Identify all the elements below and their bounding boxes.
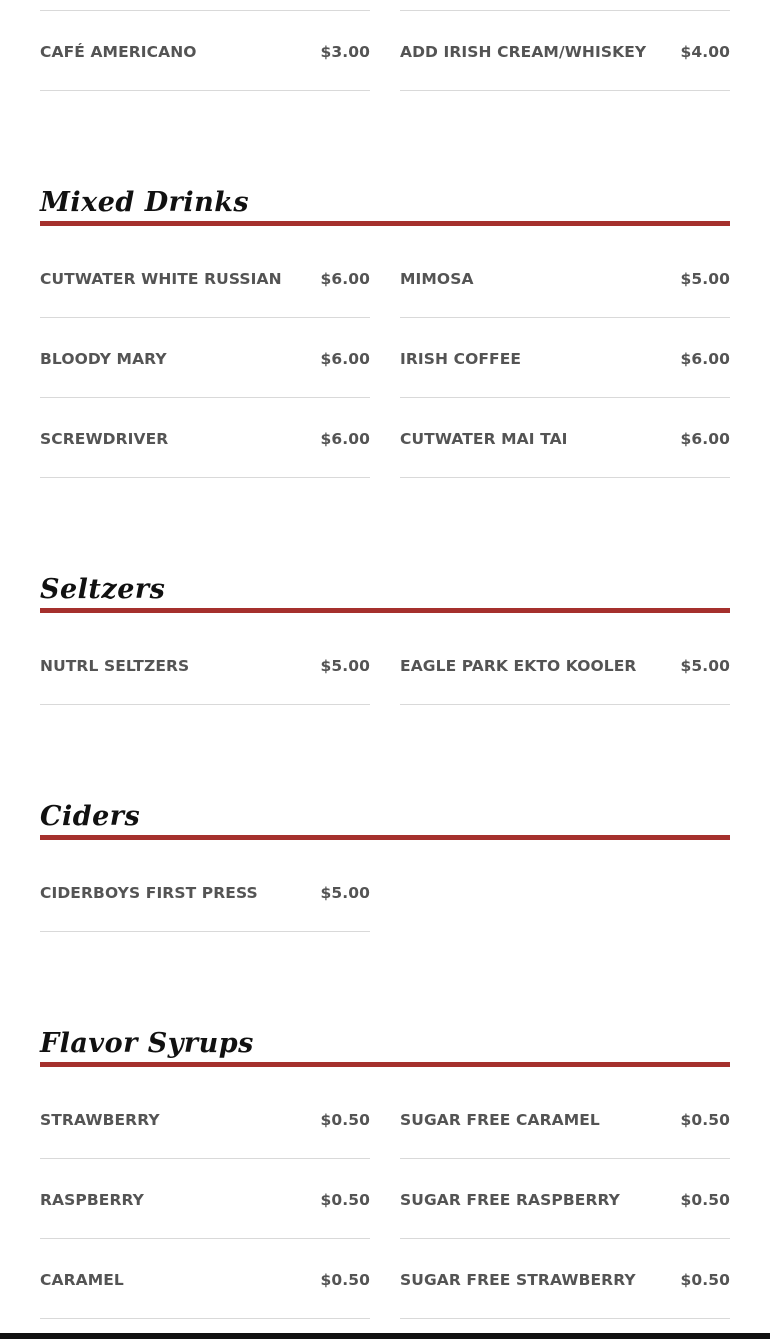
item-name: RASPBERRY: [40, 1190, 145, 1209]
menu-item: [40, 238, 370, 318]
item-price: $5.00: [320, 883, 370, 902]
item-name: BLOODY MARY: [40, 349, 167, 368]
menu-item: [40, 318, 370, 398]
item-name: NUTRL SELTZERS: [40, 656, 190, 675]
item-price: $6.00: [320, 269, 370, 288]
item-price: $0.50: [320, 1270, 370, 1289]
section-heading-seltzers: [40, 573, 730, 613]
menu-item: [40, 1239, 370, 1319]
item-name: SUGAR FREE RASPBERRY: [400, 1190, 620, 1209]
menu-row: [40, 625, 730, 705]
menu-item: [40, 625, 370, 705]
item-name: CUTWATER MAI TAI: [400, 429, 568, 448]
menu-item: [400, 1079, 730, 1159]
menu-item: [400, 1159, 730, 1239]
item-price: $0.50: [680, 1270, 730, 1289]
menu-item: [400, 11, 730, 91]
item-name: EAGLE PARK EKTO KOOLER: [400, 656, 637, 675]
section-title: Seltzers: [40, 574, 166, 605]
item-price: $0.50: [320, 1190, 370, 1209]
item-price: $6.00: [320, 429, 370, 448]
item-price: $0.50: [680, 1110, 730, 1129]
item-name: ADD IRISH CREAM/WHISKEY: [400, 42, 647, 61]
menu-row: [40, 238, 730, 318]
menu-item: [40, 0, 370, 11]
menu-item: [400, 318, 730, 398]
section-heading-ciders: [40, 800, 730, 840]
section-title: Ciders: [40, 801, 141, 832]
item-name: SUGAR FREE STRAWBERRY: [400, 1270, 636, 1289]
item-name: IRISH COFFEE: [400, 349, 522, 368]
section-heading-mixed-drinks: [40, 186, 730, 226]
item-name: SCREWDRIVER: [40, 429, 169, 448]
menu-item: [40, 1159, 370, 1239]
menu-row: [40, 1239, 730, 1319]
menu-item: [40, 398, 370, 478]
menu-item: [40, 11, 370, 91]
menu-row: [40, 398, 730, 478]
item-price: $6.00: [680, 429, 730, 448]
menu-row: [40, 11, 730, 91]
menu-item: [40, 1079, 370, 1159]
section-title: Flavor Syrups: [40, 1028, 254, 1059]
item-name: CUTWATER WHITE RUSSIAN: [40, 269, 282, 288]
menu-row: [40, 0, 730, 11]
menu-row: [40, 1079, 730, 1159]
menu-item: [400, 238, 730, 318]
section-title: Mixed Drinks: [40, 187, 250, 218]
item-name: CAFÉ AMERICANO: [40, 42, 197, 61]
item-name: STRAWBERRY: [40, 1110, 160, 1129]
section-heading-flavor-syrups: [40, 1027, 730, 1067]
item-price: $0.50: [320, 1110, 370, 1129]
menu-row: [40, 318, 730, 398]
item-price: $0.50: [680, 1190, 730, 1209]
item-price: $6.00: [680, 349, 730, 368]
item-price: $4.00: [680, 42, 730, 61]
menu-item: [400, 1239, 730, 1319]
item-name: CIDERBOYS FIRST PRESS: [40, 883, 258, 902]
item-name: MIMOSA: [400, 269, 474, 288]
menu-row: [40, 1159, 730, 1239]
menu-item: [400, 625, 730, 705]
item-price: $6.00: [320, 349, 370, 368]
item-name: SUGAR FREE CARAMEL: [400, 1110, 600, 1129]
item-price: $5.00: [320, 656, 370, 675]
item-price: $5.00: [680, 269, 730, 288]
item-price: $3.00: [320, 42, 370, 61]
menu-item: [40, 852, 370, 932]
empty-slot: [400, 852, 730, 932]
menu-item: [400, 0, 730, 11]
item-name: CARAMEL: [40, 1270, 124, 1289]
menu-row: [40, 852, 730, 932]
footer-edge-bar: [0, 1333, 770, 1339]
menu-item: [400, 398, 730, 478]
item-price: $5.00: [680, 656, 730, 675]
